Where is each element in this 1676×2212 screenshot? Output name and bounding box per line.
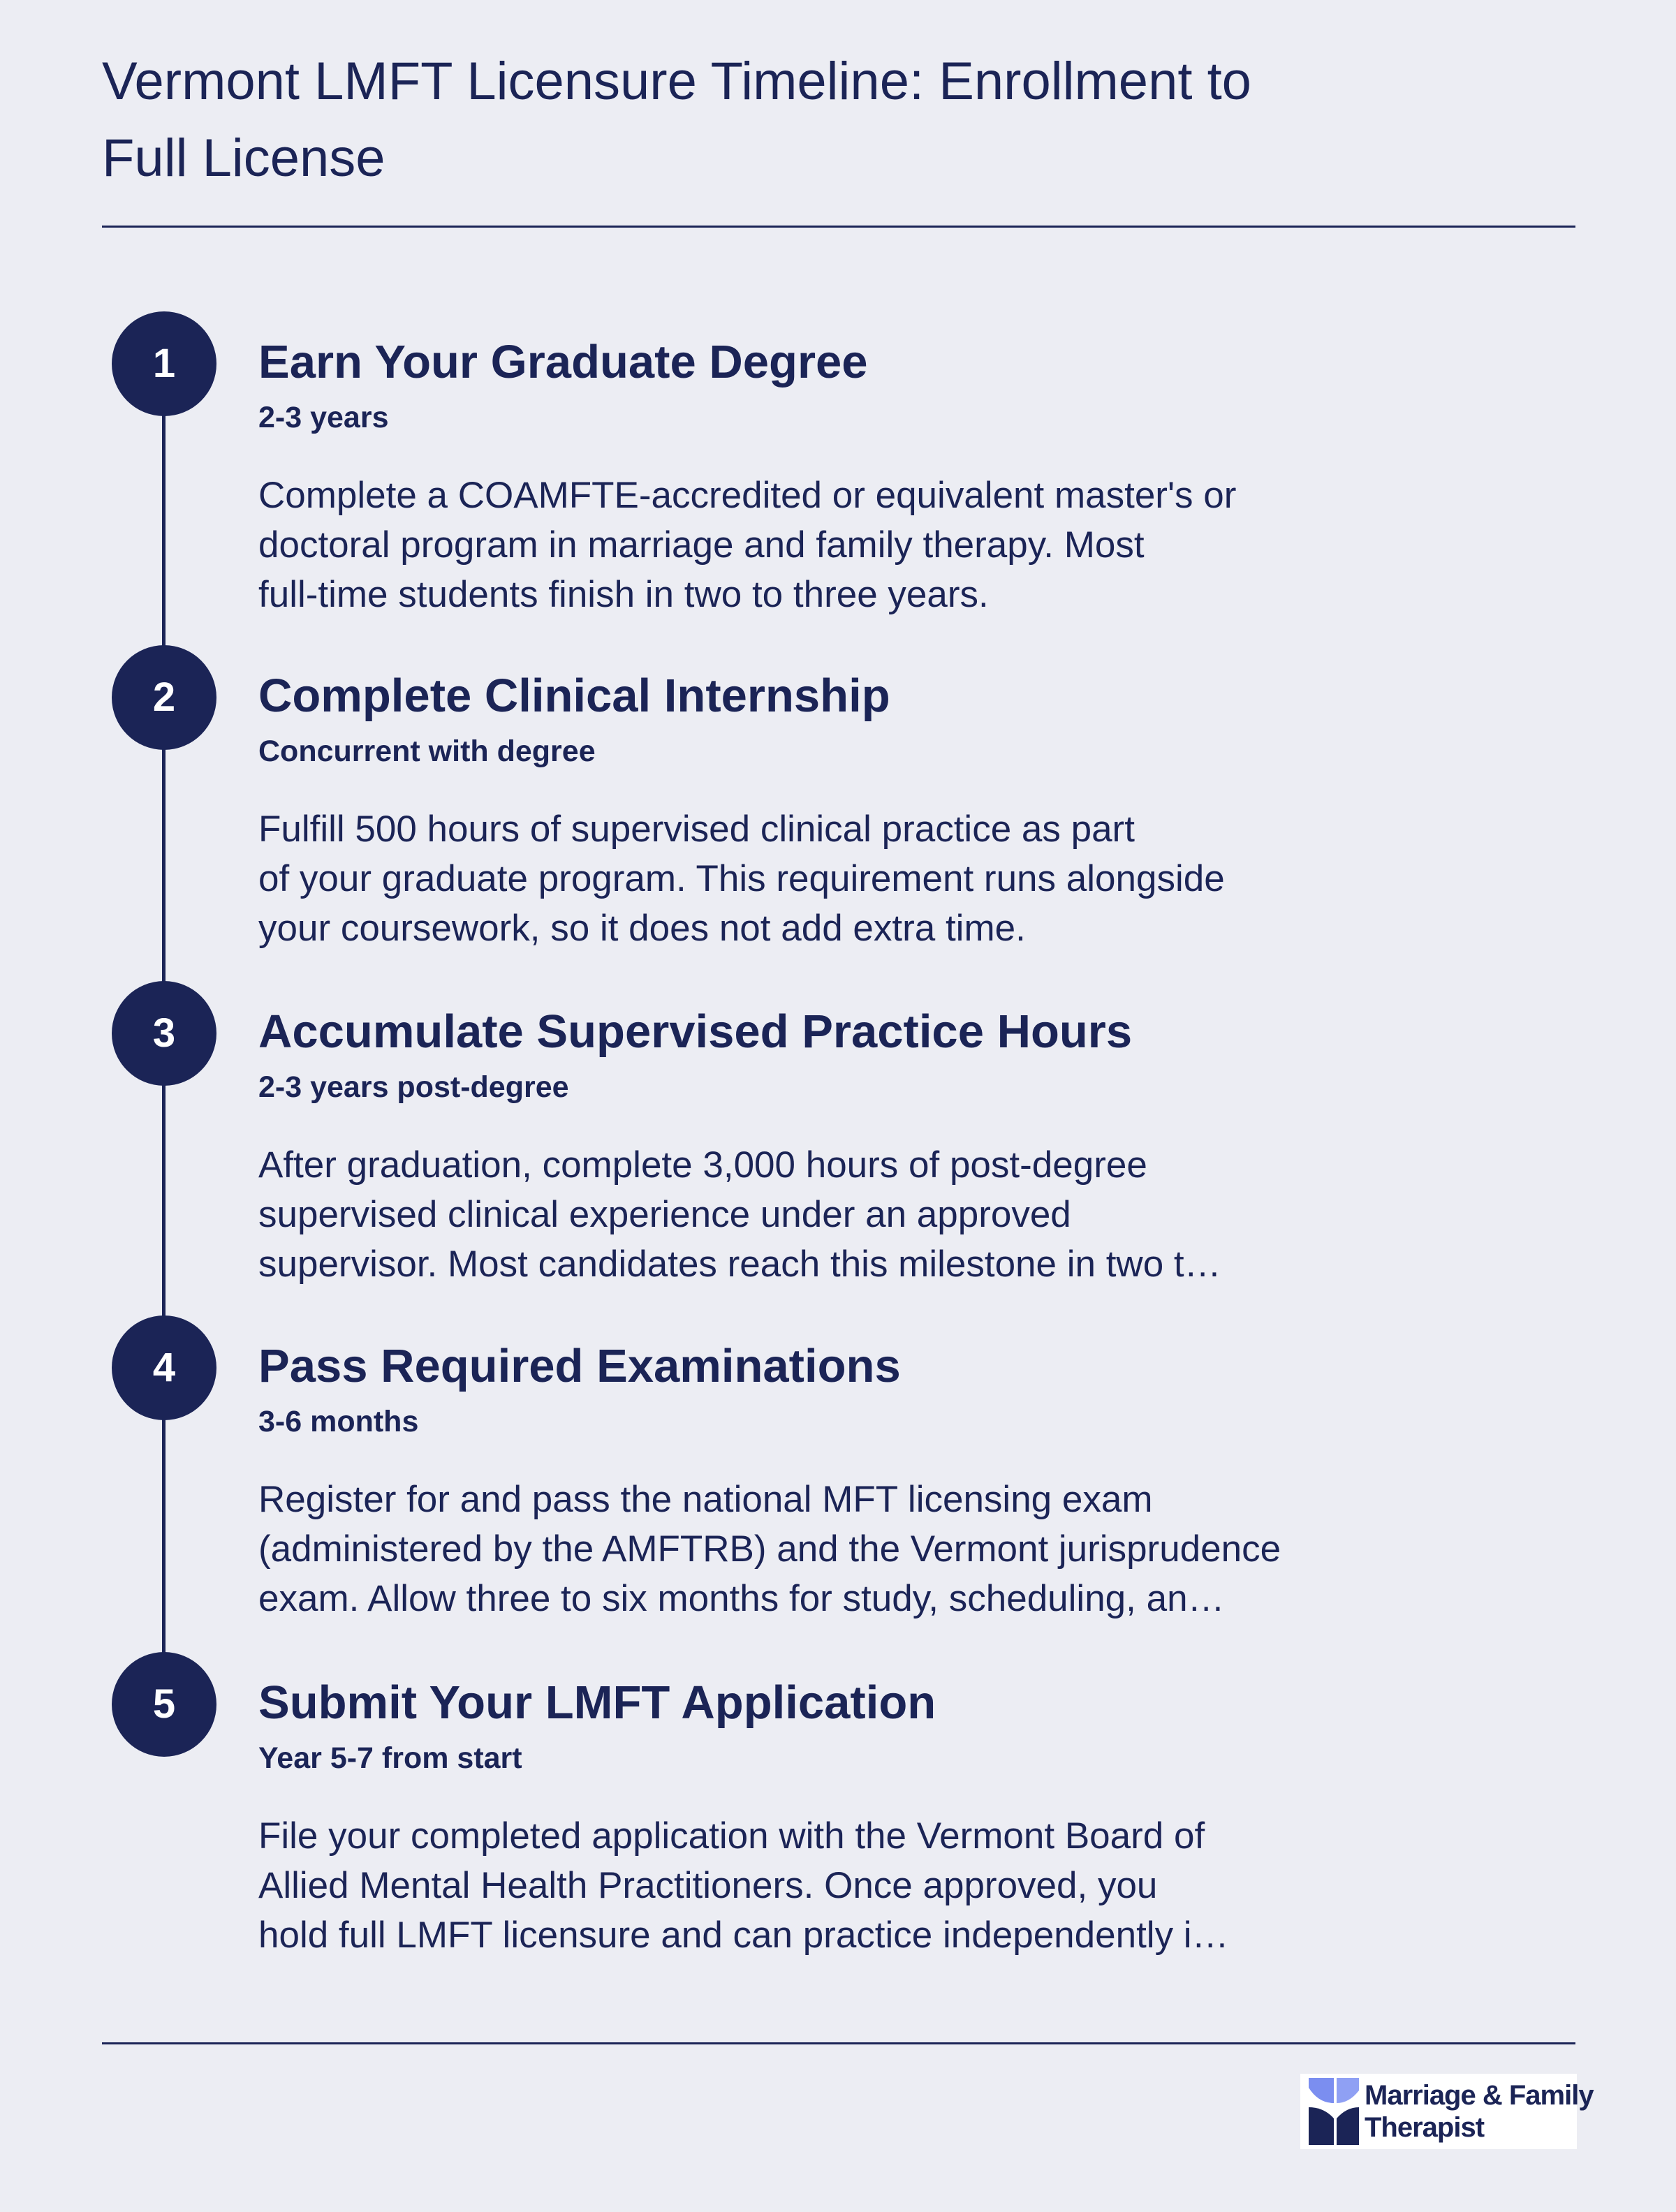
- step-duration: 2-3 years: [258, 401, 389, 434]
- step-description: [258, 804, 1362, 953]
- step-description-line: your coursework, so it does not add extra time.: [258, 908, 1026, 949]
- step-duration: Concurrent with degree: [258, 735, 596, 768]
- step-description: [258, 1140, 1362, 1289]
- step-description-line: exam. Allow three to six months for study, scheduling, an…: [258, 1578, 1225, 1619]
- step-number-badge: 2: [112, 645, 216, 750]
- step-title: Earn Your Graduate Degree: [258, 336, 868, 388]
- logo-wordmark-line-1: Marriage & Family: [1365, 2080, 1594, 2111]
- page-title-line-2: Full License: [102, 128, 385, 188]
- bottom-divider: [102, 2042, 1575, 2044]
- step-description-line: Allied Mental Health Practitioners. Once approved, you: [258, 1865, 1158, 1906]
- step-description: [258, 471, 1362, 619]
- step-description-line: Register for and pass the national MFT licensing exam: [258, 1479, 1153, 1520]
- step-description-line: File your completed application with the Vermont Board of: [258, 1815, 1205, 1857]
- step-description-line: hold full LMFT licensure and can practice independently i…: [258, 1915, 1229, 1956]
- brand-logo: [1300, 2074, 1594, 2149]
- step-description: [258, 1475, 1362, 1623]
- step-description-line: supervisor. Most candidates reach this milestone in two t…: [258, 1244, 1221, 1285]
- page-title: [102, 43, 1429, 197]
- step-title: Pass Required Examinations: [258, 1340, 901, 1392]
- step-description-line: Fulfill 500 hours of supervised clinical practice as part: [258, 809, 1135, 850]
- logo-wordmark-line-2: Therapist: [1365, 2112, 1485, 2143]
- logo-wordmark: [1365, 2079, 1594, 2144]
- step-description-line: (administered by the AMFTRB) and the Vermont jurisprudence: [258, 1528, 1281, 1570]
- step-title: Submit Your LMFT Application: [258, 1676, 936, 1729]
- step-description: [258, 1811, 1362, 1960]
- step-duration: Year 5-7 from start: [258, 1741, 522, 1775]
- step-number-badge: 5: [112, 1652, 216, 1757]
- step-number-badge: 3: [112, 981, 216, 1086]
- logo-mark-icon: [1306, 2075, 1362, 2148]
- step-description-line: full-time students finish in two to three years.: [258, 574, 989, 615]
- step-number-badge: 4: [112, 1315, 216, 1420]
- step-description-line: Complete a COAMFTE-accredited or equivalent master's or: [258, 475, 1237, 516]
- step-number-badge: 1: [112, 311, 216, 416]
- step-title: Complete Clinical Internship: [258, 670, 890, 722]
- step-duration: 3-6 months: [258, 1405, 419, 1438]
- step-description-line: After graduation, complete 3,000 hours of post-degree: [258, 1144, 1147, 1186]
- step-title: Accumulate Supervised Practice Hours: [258, 1005, 1133, 1058]
- page-title-line-1: Vermont LMFT Licensure Timeline: Enrollment to: [102, 52, 1251, 111]
- step-duration: 2-3 years post-degree: [258, 1070, 569, 1104]
- step-description-line: supervised clinical experience under an approved: [258, 1194, 1071, 1235]
- step-description-line: of your graduate program. This requirement runs alongside: [258, 858, 1225, 899]
- top-divider: [102, 226, 1575, 228]
- step-description-line: doctoral program in marriage and family therapy. Most: [258, 524, 1145, 566]
